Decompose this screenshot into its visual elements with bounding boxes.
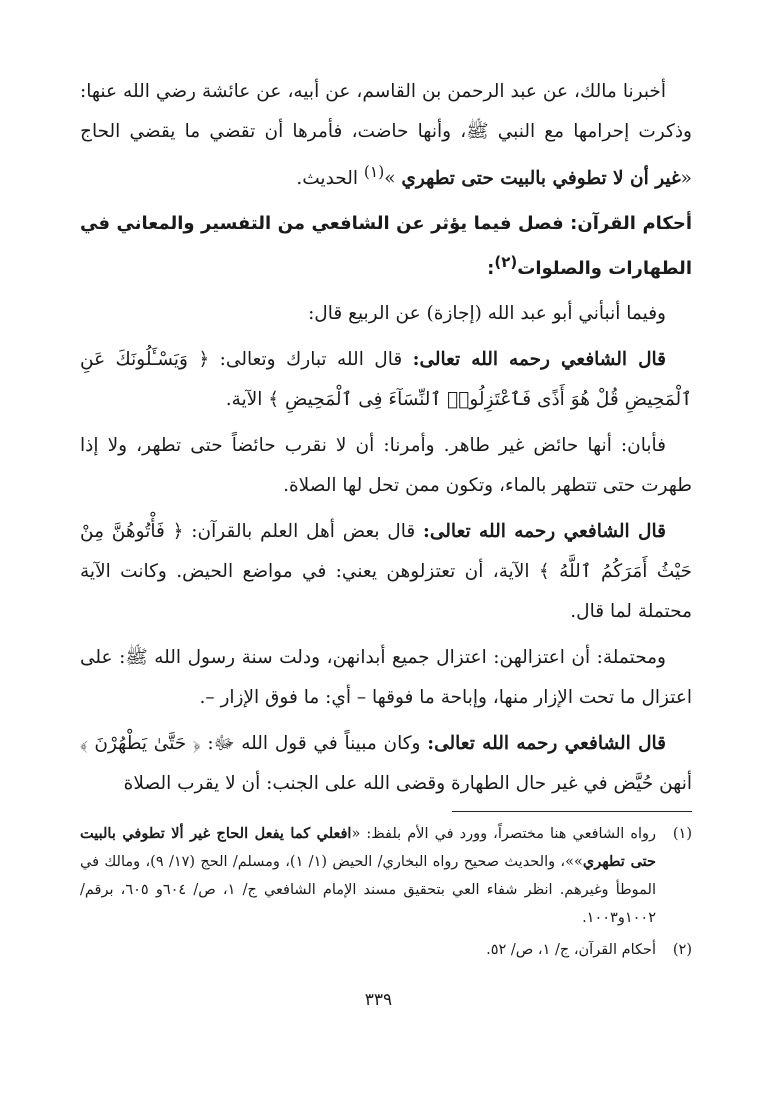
hadith-text: أخبرنا مالك، عن عبد الرحمن بن القاسم، عن أبيه، عن عائشة رضي الله عنها: وذكرت إحرامها مع النبي ﷺ، وأنها حاضت، فأمرها أن تقضي ما يقضي الحاج « <box>80 81 692 190</box>
footnote-quote: افعلي كما يفعل الحاج غير ألا تطوفي بالبيت حتى تطهري <box>80 825 657 870</box>
footnote-1 <box>80 820 692 932</box>
heading-colon: : <box>487 258 495 280</box>
hadith-paragraph <box>80 72 692 199</box>
footnote-text: أحكام القرآن، ج/ ١، ص/ ٥٢. <box>486 942 656 958</box>
section-heading-text: أحكام القرآن: فصل فيما يؤثر عن الشافعي من التفسير والمعاني في الطهارات والصلوات <box>80 213 692 280</box>
section-heading <box>80 205 692 288</box>
speaker-label: قال الشافعي رحمه الله تعالى: <box>412 349 666 371</box>
footnote-ref-1[interactable]: (١) <box>363 163 385 181</box>
footnote-number: (٢) <box>672 942 692 958</box>
footnote-2 <box>80 936 692 964</box>
hadith-quote-close: » <box>384 168 402 190</box>
speaker-label: قال الشافعي رحمه الله تعالى: <box>423 521 666 543</box>
footnote-ref-2[interactable]: (٢) <box>494 253 518 272</box>
shafii-paragraph-1 <box>80 340 692 420</box>
page-number: ٣٣٩ <box>364 990 393 1010</box>
footnote-divider <box>452 811 692 812</box>
footnote-text: رواه الشافعي هنا مختصراً، وورد في الأم بلفظ: « <box>351 826 656 842</box>
shafii-paragraph-3 <box>80 724 692 804</box>
chain-paragraph: وفيما أنبأني أبو عبد الله (إجازة) عن الربيع قال: <box>308 303 666 325</box>
footnote-number: (١) <box>672 826 692 842</box>
main-text <box>80 72 692 810</box>
hadith-quote: غير أن لا تطوفي بالبيت حتى تطهري <box>401 168 681 190</box>
paragraph-text: قال الله تبارك وتعالى: ﴿ وَيَسْـَٔلُونَكَ عَنِ ٱلْمَحِيضِ قُلْ هُوَ أَذًى فَٱعْتَزِلُوا۟ ٱلنِّسَآءَ فِى ٱلْمَحِيضِ ﴾ الآية. <box>80 349 692 411</box>
explanation-paragraph: فأبان: أنها حائض غير طاهر. وأمرنا: أن لا نقرب حائضاً حتى تطهر، ولا إذا طهرت حتى تتطهر بالماء، وتكون ممن تحل لها الصلاة. <box>80 435 692 497</box>
interpretation-paragraph: ومحتملة: أن اعتزالهن: اعتزال جميع أبدانهن، ودلت سنة رسول الله ﷺ: على اعتزال ما تحت الإزار منها، وإباحة ما فوقها – أي: ما فوق الإزار –. <box>80 647 692 709</box>
hadith-tail: الحديث. <box>296 168 364 190</box>
footnote-text-cont: »»، والحديث صحيح رواه البخاري/ الحيض (١/ ١)، ومسلم/ الحج (١٧/ ٩)، ومالك في الموطأ وغيرهم. انظر شفاء العي بتحقيق مسند الإمام الشافعي ج/ ١، ص/ ٦٠٤و ٦٠٥، برقم/ ١٠٠٢و١٠٠٣. <box>80 854 656 926</box>
footnotes <box>80 820 692 968</box>
shafii-paragraph-2 <box>80 512 692 632</box>
paragraph-text: وكان مبيناً في قول الله ﷻ: ﴿ حَتَّىٰ يَطْهُرْنَ ﴾ أنهن حُيَّض في غير حال الطهارة وقضى الله على الجنب: أن لا يقرب الصلاة <box>80 733 692 795</box>
speaker-label: قال الشافعي رحمه الله تعالى: <box>427 733 666 755</box>
paragraph-text: قال بعض أهل العلم بالقرآن: ﴿ فَأْتُوهُنَّ مِنْ حَيْثُ أَمَرَكُمُ ٱللَّهُ ﴾ الآية، أن تعتزلوهن يعني: في مواضع الحيض. وكانت الآية محتملة لما قال. <box>80 521 692 623</box>
